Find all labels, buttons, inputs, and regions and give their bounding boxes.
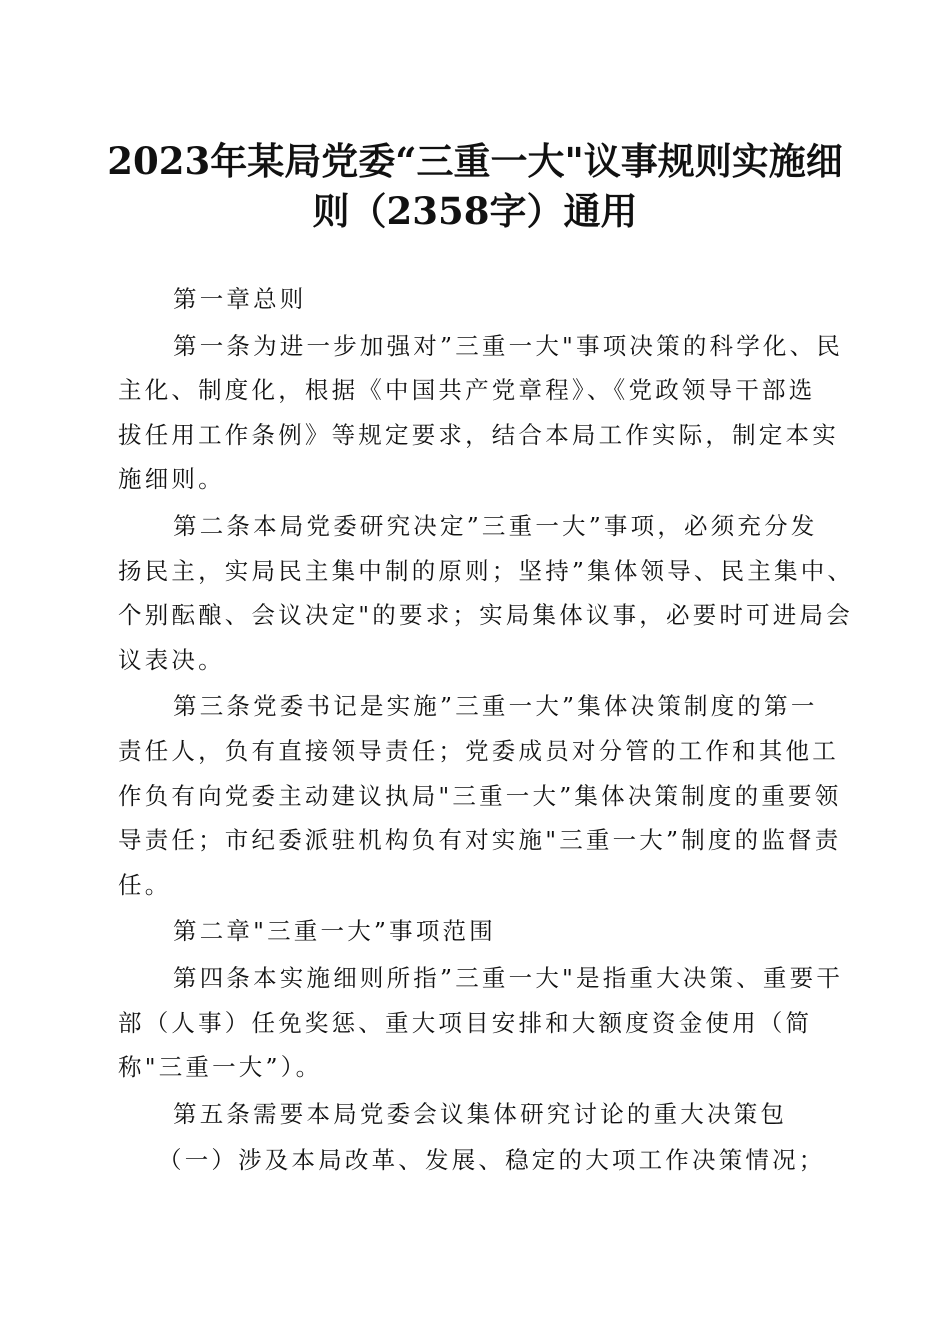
text-line: 第五条需要本局党委会议集体研究讨论的重大决策包 — [173, 1099, 788, 1128]
chapter-heading-2 — [118, 909, 834, 954]
text-line: 第一章总则 — [173, 285, 307, 313]
list-item — [118, 1138, 834, 1183]
text-line: 第四条本实施细则所指”三重一大"是指重大决策、重要干 — [173, 963, 844, 992]
text-line: 主化、制度化，根据《中国共产党章程》、《党政领导干部选 — [118, 376, 816, 405]
article-2 — [118, 504, 855, 682]
article-1 — [118, 324, 844, 502]
text-line: 第二条本局党委研究决定”三重一大”事项，必须充分发 — [173, 511, 818, 540]
text-line: 第二章"三重一大”事项范围 — [173, 917, 496, 946]
article-3 — [118, 684, 842, 907]
title-line-1: 2023年某局党委“三重一大"议事规则实施细 — [107, 139, 843, 183]
text-line: 作负有向党委主动建议执局"三重一大”集体决策制度的重要领 — [118, 781, 842, 810]
text-line: 责任人，负有直接领导责任；党委成员对分管的工作和其他工 — [118, 736, 839, 765]
article-4 — [118, 956, 844, 1090]
text-line: 第三条党委书记是实施”三重一大”集体决策制度的第一 — [173, 692, 818, 721]
text-line: 施细则。 — [118, 465, 225, 494]
document-body — [118, 277, 855, 1185]
chapter-heading-1 — [118, 277, 834, 322]
article-5 — [118, 1092, 834, 1137]
text-line: 扬民主，实局民主集中制的原则；坚持”集体领导、民主集中、 — [118, 556, 855, 585]
text-line: 导责任；市纪委派驻机构负有对实施"三重一大”制度的监督责 — [118, 826, 842, 855]
document-title — [100, 136, 850, 236]
title-line-2: 则（2358字）通用 — [312, 189, 638, 233]
text-line: 个别酝酿、会议决定"的要求；实局集体议事，必要时可进局会 — [118, 601, 853, 630]
text-line: 议表决。 — [118, 645, 225, 674]
text-line: （一）涉及本局改革、发展、稳定的大项工作决策情况； — [158, 1146, 826, 1175]
text-line: 部（人事）任免奖惩、重大项目安排和大额度资金使用（简 — [118, 1008, 813, 1037]
text-line: 拔任用工作条例》等规定要求，结合本局工作实际，制定本实 — [118, 420, 839, 449]
text-line: 称"三重一大”）。 — [118, 1053, 323, 1082]
text-line: 第一条为进一步加强对”三重一大"事项决策的科学化、民 — [173, 331, 844, 360]
text-line: 任。 — [118, 870, 172, 899]
